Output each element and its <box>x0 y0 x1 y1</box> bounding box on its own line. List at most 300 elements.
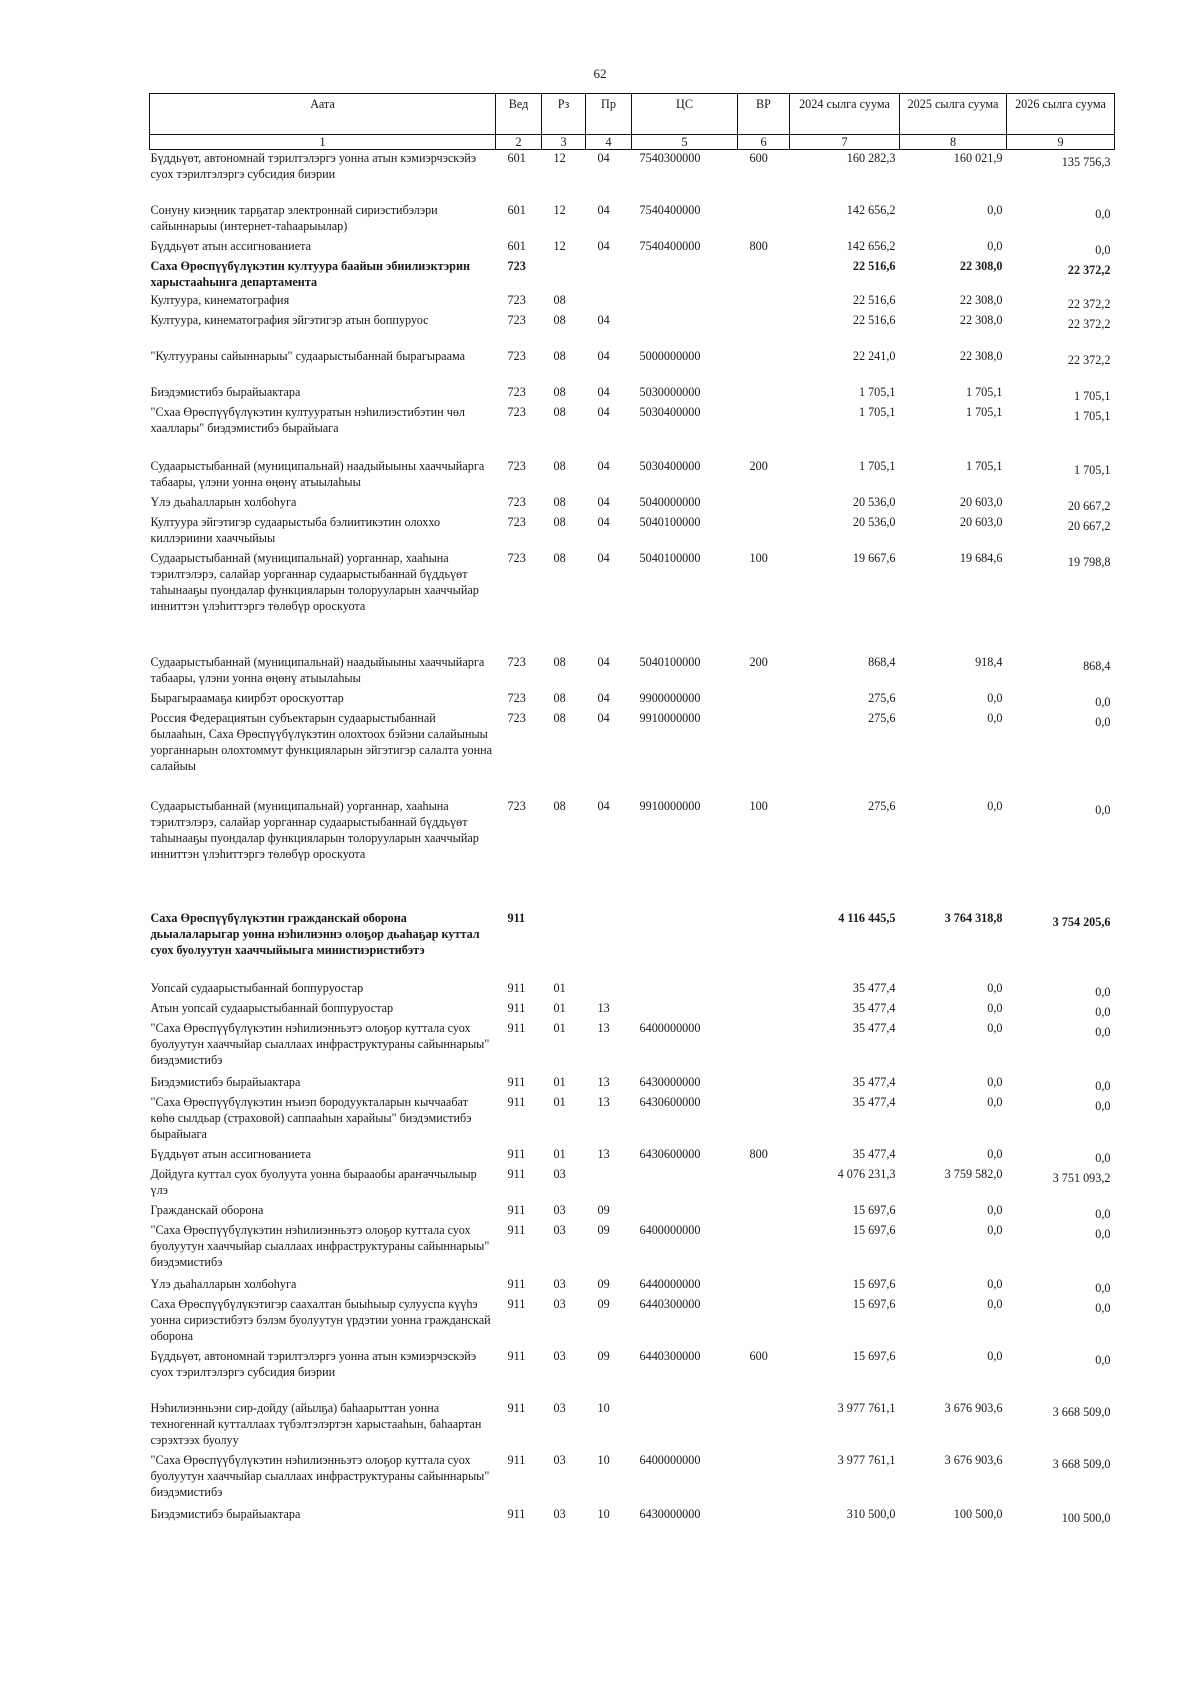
row-cs <box>632 1000 738 1020</box>
header-2024: 2024 сылга суума <box>790 94 900 135</box>
row-cs: 6430000000 <box>639 1074 701 1089</box>
row-value-2026: 0,0 <box>1095 1352 1111 1367</box>
row-name: "Саха Өрөспүүбүлүкэтин нэһилиэнньэтэ олоҕор куттала суох буолуутун хааччыйар сыаллаах инфраструктураны сайыннарыы" биэдэмистибэ <box>150 1020 490 1067</box>
header-number: 4 <box>586 135 632 150</box>
table-row <box>150 1146 1115 1166</box>
row-value-2025: 0,0 <box>987 1276 1003 1291</box>
row-value-2025: 0,0 <box>987 1094 1003 1109</box>
row-value-2024: 275,6 <box>868 710 896 725</box>
row-ved: 723 <box>507 550 526 565</box>
row-ved: 911 <box>507 1452 526 1467</box>
row-ved: 911 <box>507 1276 526 1291</box>
row-vr: 200 <box>749 458 768 473</box>
row-rz: 01 <box>553 1020 566 1035</box>
header-vr: ВР <box>738 94 790 135</box>
row-value-2024: 35 477,4 <box>852 1094 896 1109</box>
row-rz: 03 <box>553 1506 566 1521</box>
row-ved: 601 <box>507 151 526 165</box>
row-rz: 01 <box>553 980 566 995</box>
table-row <box>150 348 1115 384</box>
row-pr: 04 <box>597 514 610 529</box>
row-vr <box>738 1506 790 1526</box>
row-ved: 723 <box>507 710 526 725</box>
row-vr <box>738 1222 790 1276</box>
row-value-2025: 160 021,9 <box>953 151 1003 165</box>
row-value-2026: 135 756,3 <box>1061 155 1111 169</box>
table-row <box>150 238 1115 258</box>
row-vr <box>738 494 790 514</box>
row-pr <box>586 910 632 980</box>
row-cs: 6400000000 <box>639 1020 701 1035</box>
row-vr <box>738 1000 790 1020</box>
table-row <box>150 710 1115 798</box>
row-rz: 08 <box>553 458 566 473</box>
table-body <box>150 150 1115 1526</box>
row-ved: 723 <box>507 258 526 273</box>
table-row <box>150 1276 1115 1296</box>
table-row <box>150 1400 1115 1452</box>
row-name: Судаарыстыбаннай (муниципальнай) уорганнар, хааһына тэрилтэлэрэ, салайар уорганнар судаарыстыбаннай бүддьүөт таһынааҕы пуондалар функцияларын толорууларын хааччыйар инниттэн үлэһиттэргэ төлөбүр ороскуота <box>150 798 479 861</box>
row-value-2024: 1 705,1 <box>858 404 896 419</box>
row-value-2025: 0,0 <box>987 1348 1003 1363</box>
row-value-2026: 0,0 <box>1095 1300 1111 1315</box>
row-cs: 6430000000 <box>639 1506 701 1521</box>
row-vr <box>738 690 790 710</box>
row-ved: 911 <box>507 1296 526 1311</box>
row-name: Саха Өрөспүүбүлүкэтин гражданскай оборона дьыалаларыгар уонна нэһилиэннэ олоҕор дьаһаҕар куттал суох буолуутун хааччыйыыга министиэристибэтэ <box>150 910 480 957</box>
row-cs: 9910000000 <box>639 798 701 813</box>
row-cs: 5030400000 <box>639 458 701 473</box>
row-name: Сонуну киэңник тарҕатар электроннай сириэстибэлэри сайыннарыы (интернет-таһаарыылар) <box>150 202 438 233</box>
row-vr: 800 <box>749 1146 768 1161</box>
row-cs <box>632 312 738 348</box>
row-name: Култуура, кинематография <box>150 292 290 307</box>
row-cs <box>632 258 738 292</box>
row-cs: 7540400000 <box>639 238 701 253</box>
row-ved: 723 <box>507 384 526 399</box>
row-rz: 08 <box>553 312 566 327</box>
row-vr <box>738 514 790 550</box>
row-value-2026: 0,0 <box>1095 242 1111 257</box>
row-pr: 10 <box>597 1506 610 1521</box>
row-pr: 09 <box>597 1348 610 1363</box>
row-rz: 08 <box>553 494 566 509</box>
table-row <box>150 404 1115 458</box>
row-name: Биэдэмистибэ бырайыактара <box>150 1074 301 1089</box>
row-name: Биэдэмистибэ бырайыактара <box>150 1506 301 1521</box>
row-value-2025: 1 705,1 <box>965 384 1003 399</box>
row-vr <box>738 312 790 348</box>
row-value-2026: 0,0 <box>1095 802 1111 817</box>
row-pr: 09 <box>597 1222 610 1237</box>
row-name: Гражданскай оборона <box>150 1202 264 1217</box>
row-rz: 01 <box>553 1000 566 1015</box>
row-cs: 6430600000 <box>639 1146 701 1161</box>
row-rz: 08 <box>553 690 566 705</box>
header-number: 2 <box>496 135 542 150</box>
row-value-2025: 100 500,0 <box>953 1506 1003 1521</box>
row-ved: 723 <box>507 494 526 509</box>
row-cs <box>632 292 738 312</box>
row-pr: 10 <box>597 1452 610 1467</box>
row-cs: 6440300000 <box>639 1348 701 1363</box>
row-pr: 10 <box>597 1400 610 1415</box>
row-vr <box>738 1074 790 1094</box>
row-name: Бүддьүөт, автономнай тэрилтэлэргэ уонна атын кэмиэрчэскэйэ суох тэрилтэлэргэ субсидия биэрии <box>150 1348 477 1379</box>
row-name: Россия Федерациятын субъектарын судаарыстыбаннай былааһын, Саха Өрөспүүбүлүкэтин олохтоох бэйэни салайыныы уорганнарын олохтоммут функцияларын эйгэтигэр салалта уонна салайыы <box>150 710 493 773</box>
row-value-2024: 35 477,4 <box>852 1146 896 1161</box>
row-cs: 5040000000 <box>639 494 701 509</box>
row-rz: 08 <box>553 550 566 565</box>
row-value-2026: 0,0 <box>1095 984 1111 999</box>
row-value-2024: 15 697,6 <box>852 1222 896 1237</box>
row-value-2024: 35 477,4 <box>852 980 896 995</box>
row-rz: 03 <box>553 1348 566 1363</box>
header-number: 5 <box>632 135 738 150</box>
row-value-2024: 22 516,6 <box>852 258 896 273</box>
row-name: Култуура эйгэтигэр судаарыстыба бэлиитикэтин олоххо киллэриини хааччыйыы <box>150 514 441 545</box>
row-name: Дойдуга куттал суох буолуута уонна бырааобы араҥаччылыыр үлэ <box>150 1166 477 1197</box>
row-vr <box>738 384 790 404</box>
row-value-2024: 142 656,2 <box>846 238 896 253</box>
row-pr: 04 <box>597 202 610 217</box>
header-cs: ЦС <box>632 94 738 135</box>
row-value-2024: 3 977 761,1 <box>837 1452 896 1467</box>
row-rz: 08 <box>553 292 566 307</box>
row-value-2025: 3 759 582,0 <box>944 1166 1003 1181</box>
row-name: Саха Өрөспүүбүлүкэтин култуура баайын эбиилиэктэрин харыстааһынга департамента <box>150 258 470 289</box>
row-value-2024: 22 516,6 <box>852 292 896 307</box>
row-pr: 04 <box>597 798 610 813</box>
table-row <box>150 292 1115 312</box>
row-value-2024: 22 516,6 <box>852 312 896 327</box>
row-vr <box>738 980 790 1000</box>
row-vr <box>738 1296 790 1348</box>
row-value-2025: 0,0 <box>987 1074 1003 1089</box>
row-cs: 5040100000 <box>639 514 701 529</box>
row-ved: 911 <box>507 910 526 925</box>
row-rz: 08 <box>553 384 566 399</box>
row-value-2024: 35 477,4 <box>852 1000 896 1015</box>
table-row <box>150 458 1115 494</box>
table-row <box>150 910 1115 980</box>
row-value-2025: 0,0 <box>987 1020 1003 1035</box>
row-pr <box>586 258 632 292</box>
row-cs: 9900000000 <box>639 690 701 705</box>
table-row <box>150 514 1115 550</box>
row-cs: 9910000000 <box>639 710 701 725</box>
row-ved: 723 <box>507 798 526 813</box>
row-vr <box>738 348 790 384</box>
row-pr: 04 <box>597 151 610 165</box>
table-row <box>150 1000 1115 1020</box>
row-vr <box>738 1276 790 1296</box>
row-name: Нэһилиэнньэни сир-дойду (айылҕа) баһаарыттан уонна техногеннай кутталлаах түбэлтэлэртэн харыстааһын, баһаартан сэрэхтээх буолуу <box>150 1400 482 1447</box>
row-name: "Саха Өрөспүүбүлүкэтин нъиэп бородуукталарын кыччаабат көһө сылдьар (страховой) саппааһын харайыы" биэдэмистибэ бырайыага <box>150 1094 472 1141</box>
row-ved: 911 <box>507 980 526 995</box>
row-value-2024: 4 076 231,3 <box>837 1166 896 1181</box>
row-ved: 911 <box>507 1094 526 1109</box>
row-name: Судаарыстыбаннай (муниципальнай) наадыйыыны хааччыйарга табаары, үлэни уонна өңөнү атыылаһыы <box>150 654 485 685</box>
row-name: Саха Өрөспүүбүлүкэтигэр саахалтан быыһыыр сулууспа күүһэ уонна сириэстибэтэ бэлэм буолуутун үрдэтии уонна гражданскай оборона <box>150 1296 491 1343</box>
row-vr <box>738 404 790 458</box>
row-name: Уопсай судаарыстыбаннай боппуруостар <box>150 980 364 995</box>
row-value-2024: 1 705,1 <box>858 458 896 473</box>
row-pr: 09 <box>597 1276 610 1291</box>
table-row <box>150 494 1115 514</box>
row-value-2024: 15 697,6 <box>852 1202 896 1217</box>
row-ved: 601 <box>507 238 526 253</box>
row-ved: 723 <box>507 348 526 363</box>
header-number: 6 <box>738 135 790 150</box>
table-row <box>150 980 1115 1000</box>
row-vr: 100 <box>749 798 768 813</box>
row-cs <box>632 1166 738 1202</box>
row-pr <box>586 980 632 1000</box>
row-value-2026: 0,0 <box>1095 1150 1111 1165</box>
row-value-2024: 160 282,3 <box>846 151 896 165</box>
row-pr: 04 <box>597 348 610 363</box>
row-pr: 09 <box>597 1202 610 1217</box>
row-vr <box>738 1020 790 1074</box>
row-rz: 03 <box>553 1202 566 1217</box>
row-rz: 08 <box>553 654 566 669</box>
row-name: "Саха Өрөспүүбүлүкэтин нэһилиэнньэтэ олоҕор куттала суох буолуутун хааччыйар сыаллаах инфраструктураны сайыннарыы" биэдэмистибэ <box>150 1452 490 1499</box>
row-value-2025: 19 684,6 <box>959 550 1003 565</box>
row-value-2025: 0,0 <box>987 238 1003 253</box>
table-row <box>150 1094 1115 1146</box>
row-name: "Култуураны сайыннарыы" судаарыстыбаннай бырагыраама <box>150 348 466 363</box>
row-value-2025: 0,0 <box>987 1296 1003 1311</box>
row-cs: 6430600000 <box>639 1094 701 1109</box>
table-row <box>150 1348 1115 1400</box>
row-value-2024: 35 477,4 <box>852 1074 896 1089</box>
row-cs: 7540300000 <box>639 151 701 165</box>
header-2025: 2025 сылга суума <box>900 94 1007 135</box>
row-vr: 100 <box>749 550 768 565</box>
row-value-2024: 15 697,6 <box>852 1276 896 1291</box>
row-cs: 6400000000 <box>639 1222 701 1237</box>
row-value-2025: 22 308,0 <box>959 292 1003 307</box>
row-cs <box>632 1400 738 1452</box>
row-cs: 7540400000 <box>639 202 701 217</box>
row-value-2026: 22 372,2 <box>1067 352 1111 367</box>
row-rz <box>542 910 586 980</box>
table-row <box>150 1506 1115 1526</box>
row-value-2026: 22 372,2 <box>1067 316 1111 331</box>
row-vr <box>738 202 790 238</box>
row-name: Судаарыстыбаннай (муниципальнай) уорганнар, хааһына тэрилтэлэрэ, салайар уорганнар судаарыстыбаннай бүддьүөт таһынааҕы пуондалар функцияларын толорууларын хааччыйар инниттэн үлэһиттэргэ төлөбүр ороскуота <box>150 550 479 613</box>
row-ved: 911 <box>507 1000 526 1015</box>
row-ved: 911 <box>507 1506 526 1521</box>
row-value-2025: 1 705,1 <box>965 404 1003 419</box>
row-value-2024: 20 536,0 <box>852 514 896 529</box>
row-pr: 04 <box>597 494 610 509</box>
row-value-2025: 20 603,0 <box>959 494 1003 509</box>
row-value-2025: 918,4 <box>975 654 1003 669</box>
row-pr: 04 <box>597 404 610 419</box>
row-rz: 03 <box>553 1452 566 1467</box>
row-pr: 04 <box>597 384 610 399</box>
row-cs: 5000000000 <box>639 348 701 363</box>
row-value-2024: 310 500,0 <box>846 1506 896 1521</box>
row-pr: 04 <box>597 550 610 565</box>
table-row <box>150 1074 1115 1094</box>
row-value-2025: 0,0 <box>987 1146 1003 1161</box>
table-row <box>150 798 1115 910</box>
table-row <box>150 1452 1115 1506</box>
row-value-2024: 1 705,1 <box>858 384 896 399</box>
row-name: Үлэ дьаһалларын холбоһуга <box>150 1276 297 1291</box>
row-value-2026: 868,4 <box>1083 658 1111 673</box>
row-value-2025: 3 676 903,6 <box>944 1400 1003 1415</box>
header-number: 8 <box>900 135 1007 150</box>
row-rz: 08 <box>553 798 566 813</box>
row-name: Култуура, кинематография эйгэтигэр атын боппуруос <box>150 312 429 327</box>
row-pr: 04 <box>597 690 610 705</box>
row-pr: 09 <box>597 1296 610 1311</box>
row-value-2026: 0,0 <box>1095 1004 1111 1019</box>
row-cs: 5040100000 <box>639 550 701 565</box>
row-name: "Схаа Өрөспүүбүлүкэтин култууратын нэһилиэстибэтин чөл хааллары" биэдэмистибэ бырайыага <box>150 404 466 435</box>
row-value-2026: 1 705,1 <box>1073 408 1111 423</box>
row-name: Бүддьүөт атын ассигнованиета <box>150 238 311 253</box>
row-value-2025: 0,0 <box>987 980 1003 995</box>
row-value-2025: 0,0 <box>987 1202 1003 1217</box>
row-ved: 723 <box>507 404 526 419</box>
table-row <box>150 550 1115 654</box>
row-value-2026: 0,0 <box>1095 1024 1111 1039</box>
row-vr: 200 <box>749 654 768 669</box>
row-ved: 911 <box>507 1348 526 1363</box>
row-pr <box>586 292 632 312</box>
row-name: Биэдэмистибэ бырайыактара <box>150 384 301 399</box>
row-ved: 911 <box>507 1222 526 1237</box>
row-cs <box>632 1202 738 1222</box>
row-name: Судаарыстыбаннай (муниципальнай) наадыйыыны хааччыйарга табаары, үлэни уонна өңөнү атыылаһыы <box>150 458 485 489</box>
budget-table <box>149 93 1115 1526</box>
row-value-2024: 3 977 761,1 <box>837 1400 896 1415</box>
row-value-2025: 0,0 <box>987 1000 1003 1015</box>
row-value-2025: 0,0 <box>987 710 1003 725</box>
row-pr <box>586 1166 632 1202</box>
row-ved: 723 <box>507 312 526 327</box>
table-row <box>150 150 1115 202</box>
row-value-2026: 3 751 093,2 <box>1052 1170 1111 1185</box>
row-value-2026: 19 798,8 <box>1067 554 1111 569</box>
row-cs: 5030000000 <box>639 384 701 399</box>
table-row <box>150 1202 1115 1222</box>
row-value-2025: 0,0 <box>987 1222 1003 1237</box>
row-ved: 911 <box>507 1074 526 1089</box>
row-value-2026: 3 668 509,0 <box>1052 1456 1111 1471</box>
row-value-2025: 22 308,0 <box>959 348 1003 363</box>
row-value-2024: 15 697,6 <box>852 1296 896 1311</box>
header-ved: Вед <box>496 94 542 135</box>
row-cs: 6440000000 <box>639 1276 701 1291</box>
row-name: Атын уопсай судаарыстыбаннай боппуруостар <box>150 1000 394 1015</box>
table-row <box>150 1222 1115 1276</box>
table-row <box>150 384 1115 404</box>
row-value-2024: 4 116 445,5 <box>838 910 896 925</box>
row-value-2026: 3 668 509,0 <box>1052 1404 1111 1419</box>
row-cs: 6440300000 <box>639 1296 701 1311</box>
row-value-2026: 3 754 205,6 <box>1052 914 1111 929</box>
row-rz: 08 <box>553 404 566 419</box>
row-vr: 600 <box>749 151 768 165</box>
table-row <box>150 1166 1115 1202</box>
row-vr: 600 <box>749 1348 768 1363</box>
row-value-2025: 22 308,0 <box>959 312 1003 327</box>
row-pr: 13 <box>597 1020 610 1035</box>
row-value-2024: 142 656,2 <box>846 202 896 217</box>
row-value-2026: 0,0 <box>1095 1098 1111 1113</box>
row-value-2026: 0,0 <box>1095 694 1111 709</box>
row-name: Бүддьүөт, автономнай тэрилтэлэргэ уонна атын кэмиэрчэскэйэ суох тэрилтэлэргэ субсидия биэрии <box>150 151 477 181</box>
row-ved: 911 <box>507 1146 526 1161</box>
row-pr: 04 <box>597 654 610 669</box>
row-rz: 08 <box>553 710 566 725</box>
row-rz: 12 <box>553 202 566 217</box>
row-value-2026: 0,0 <box>1095 1078 1111 1093</box>
row-rz: 03 <box>553 1296 566 1311</box>
table-row <box>150 654 1115 690</box>
row-value-2025: 1 705,1 <box>965 458 1003 473</box>
row-value-2025: 0,0 <box>987 798 1003 813</box>
row-value-2024: 275,6 <box>868 798 896 813</box>
row-name: Бүддьүөт атын ассигнованиета <box>150 1146 311 1161</box>
row-value-2026: 0,0 <box>1095 1206 1111 1221</box>
row-vr <box>738 1166 790 1202</box>
row-pr: 13 <box>597 1074 610 1089</box>
header-number: 9 <box>1007 135 1115 150</box>
row-ved: 911 <box>507 1020 526 1035</box>
row-pr: 13 <box>597 1146 610 1161</box>
table-row <box>150 1020 1115 1074</box>
row-pr: 13 <box>597 1094 610 1109</box>
table-header <box>150 94 1115 150</box>
row-ved: 723 <box>507 292 526 307</box>
row-cs: 5030400000 <box>639 404 701 419</box>
table-row <box>150 1296 1115 1348</box>
row-ved: 723 <box>507 654 526 669</box>
row-value-2024: 20 536,0 <box>852 494 896 509</box>
row-value-2025: 3 676 903,6 <box>944 1452 1003 1467</box>
row-vr: 800 <box>749 238 768 253</box>
row-cs <box>632 910 738 980</box>
header-2026: 2026 сылга суума <box>1007 94 1115 135</box>
row-value-2025: 0,0 <box>987 202 1003 217</box>
row-rz: 08 <box>553 348 566 363</box>
row-value-2025: 0,0 <box>987 690 1003 705</box>
row-vr <box>738 710 790 798</box>
row-vr <box>738 910 790 980</box>
row-value-2026: 20 667,2 <box>1067 498 1111 513</box>
row-value-2026: 0,0 <box>1095 1280 1111 1295</box>
row-rz: 03 <box>553 1400 566 1415</box>
row-pr: 04 <box>597 710 610 725</box>
row-ved: 723 <box>507 690 526 705</box>
row-cs: 5040100000 <box>639 654 701 669</box>
row-rz: 03 <box>553 1276 566 1291</box>
row-vr <box>738 258 790 292</box>
row-vr <box>738 1400 790 1452</box>
row-rz: 08 <box>553 514 566 529</box>
row-value-2024: 35 477,4 <box>852 1020 896 1035</box>
row-value-2024: 22 241,0 <box>852 348 896 363</box>
row-ved: 911 <box>507 1166 526 1181</box>
row-value-2024: 868,4 <box>868 654 896 669</box>
